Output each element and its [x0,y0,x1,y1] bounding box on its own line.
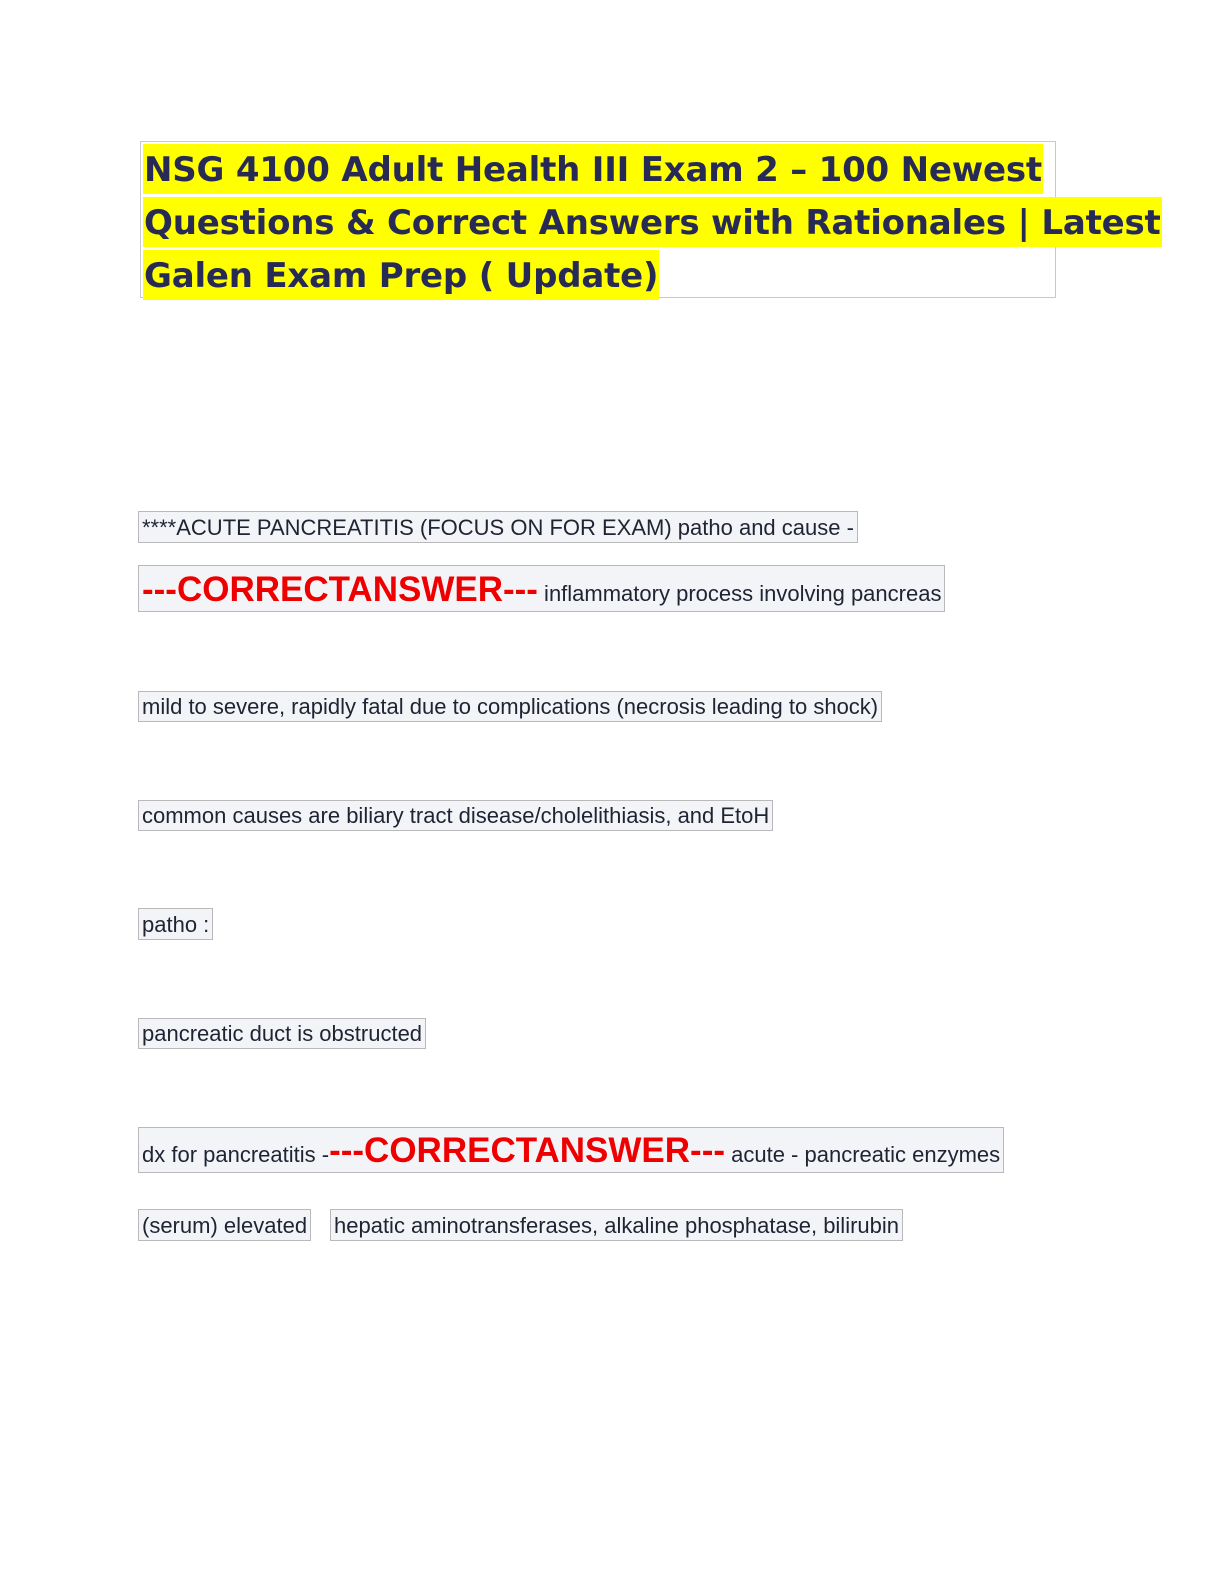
answer-1-first-line [138,565,945,612]
question-1-text: ****ACUTE PANCREATITIS (FOCUS ON FOR EXAM) patho and cause - [138,511,858,543]
correct-answer-marker: ---CORRECTANSWER--- [142,570,538,609]
answer-1-line-2: mild to severe, rapidly fatal due to complications (necrosis leading to shock) [138,691,882,722]
title-line-3: Galen Exam Prep ( Update) [143,250,659,300]
correct-answer-marker: ---CORRECTANSWER--- [329,1131,726,1170]
answer-1-line-5: pancreatic duct is obstructed [138,1018,426,1049]
question-2-line [138,1127,1004,1173]
title-line-1: NSG 4100 Adult Health III Exam 2 – 100 Newest [143,144,1043,194]
document-title [140,141,1161,298]
title-line-2: Questions & Correct Answers with Rationales | Latest [143,197,1162,247]
answer-2-cont-a: (serum) elevated [138,1209,311,1241]
answer-2-start: acute - pancreatic enzymes [725,1142,1001,1167]
answer-1-start: inflammatory process involving pancreas [537,581,942,606]
question-2-text: dx for pancreatitis - [142,1142,330,1167]
answer-2-cont-b: hepatic aminotransferases, alkaline phosphatase, bilirubin [330,1209,903,1241]
answer-1-line-3: common causes are biliary tract disease/cholelithiasis, and EtoH [138,800,773,831]
answer-1-line-4: patho : [138,908,213,940]
